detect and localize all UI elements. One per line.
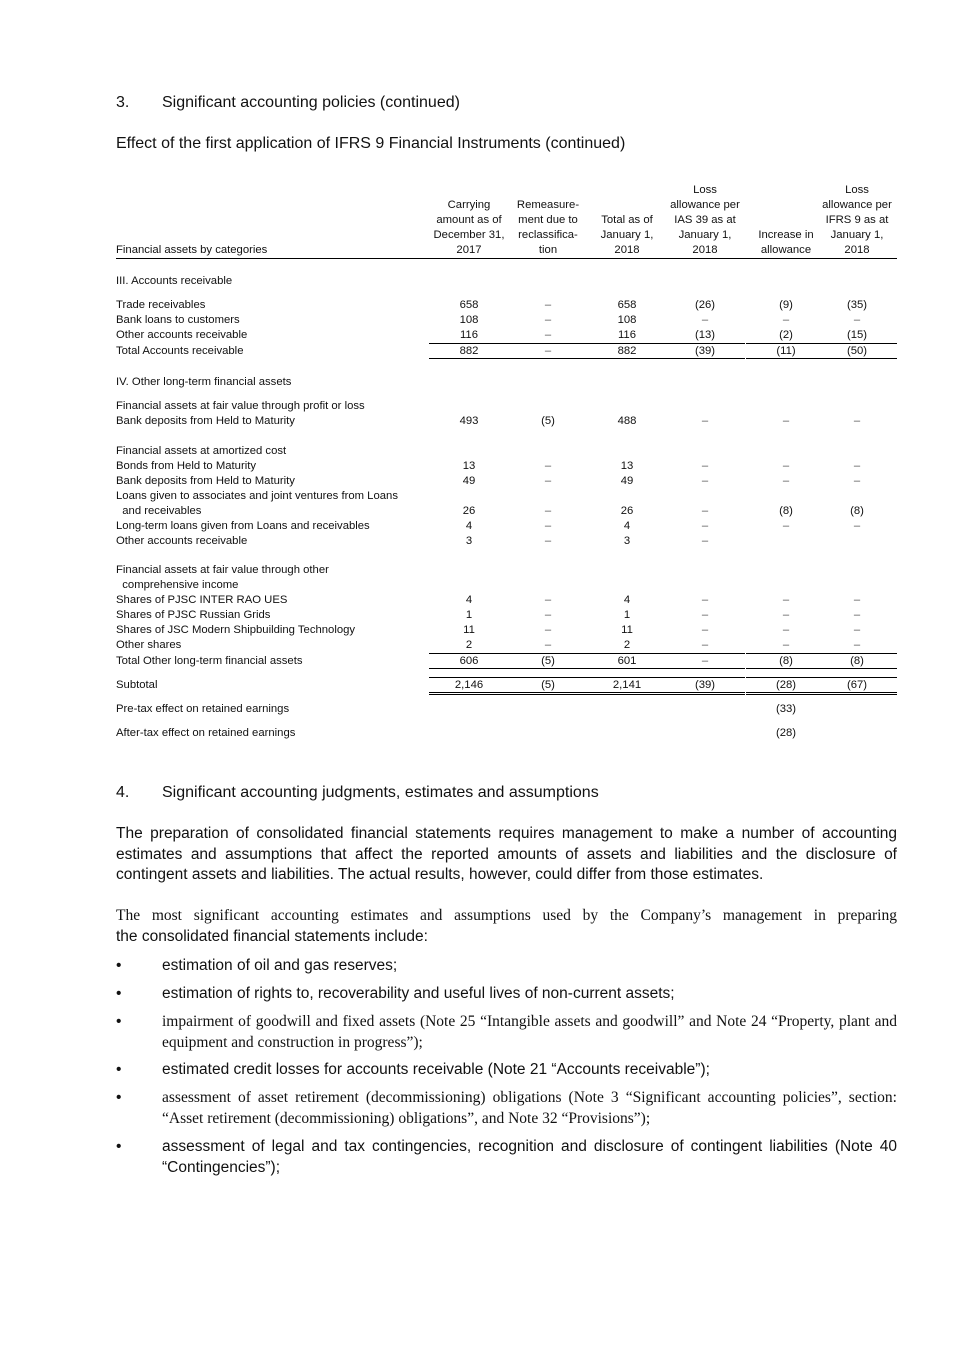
total-rule: [817, 653, 897, 654]
table-cell: 2: [465, 639, 473, 651]
total-rule: [429, 358, 509, 359]
table-cell: (35): [846, 299, 868, 311]
table-cell: 3: [623, 535, 631, 547]
total-rule: [665, 358, 745, 359]
total-rule: [665, 668, 745, 669]
total-rule: [817, 358, 897, 359]
table-cell: 49: [462, 475, 476, 487]
row-label: Shares of PJSC Russian Grids: [116, 609, 271, 621]
table-cell: –: [544, 345, 552, 357]
table-cell: (8): [850, 505, 864, 517]
table-cell: –: [544, 299, 552, 311]
total-rule: [746, 653, 826, 654]
table-cell: 26: [620, 505, 634, 517]
table-cell: 4: [465, 594, 473, 606]
table-cell: (28): [775, 679, 797, 691]
total-rule: [587, 668, 667, 669]
table-cell: –: [701, 639, 709, 651]
section-number: 4.: [116, 784, 130, 801]
table-cell: –: [544, 535, 552, 547]
row-label: Bank loans to customers: [116, 314, 240, 326]
table-cell: (8): [779, 505, 793, 517]
table-cell: 49: [620, 475, 634, 487]
table-cell: 4: [465, 520, 473, 532]
table-cell: –: [544, 329, 552, 341]
table-cell: (8): [779, 655, 793, 667]
table-cell: –: [782, 460, 790, 472]
total-rule: [429, 668, 509, 669]
table-cell: –: [782, 520, 790, 532]
section-title: Significant accounting policies (continued): [162, 94, 460, 111]
table-cell: –: [701, 535, 709, 547]
table-cell: (39): [694, 679, 716, 691]
table-cell: –: [701, 505, 709, 517]
bullet-item: [116, 984, 897, 1004]
bullet-item: [116, 1088, 897, 1130]
row-label: comprehensive income: [116, 579, 239, 591]
total-rule: [665, 343, 745, 344]
row-label: Subtotal: [116, 679, 158, 691]
row-label: Other accounts receivable: [116, 329, 248, 341]
table-cell: –: [701, 475, 709, 487]
table-cell: –: [701, 609, 709, 621]
row-label: Bonds from Held to Maturity: [116, 460, 257, 472]
table-cell: 2,141: [612, 679, 642, 691]
table-cell: (8): [850, 655, 864, 667]
table-cell: –: [544, 475, 552, 487]
table-cell: 658: [459, 299, 479, 311]
bullet-icon: •: [116, 1013, 122, 1030]
table-cell: (50): [846, 345, 868, 357]
section-number: 3.: [116, 94, 130, 111]
row-label: Financial assets at fair value through other: [116, 564, 329, 576]
table-cell: 882: [459, 345, 479, 357]
total-rule: [508, 692, 588, 695]
total-rule: [508, 668, 588, 669]
table-cell: –: [782, 415, 790, 427]
row-label: After-tax effect on retained earnings: [116, 727, 296, 739]
table-cell: (5): [541, 415, 555, 427]
table-cell: 26: [462, 505, 476, 517]
total-rule: [508, 677, 588, 678]
table-cell: 488: [617, 415, 637, 427]
total-rule: [817, 677, 897, 678]
column-header: Carrying amount as of December 31, 2017: [433, 199, 505, 256]
row-label: Pre-tax effect on retained earnings: [116, 703, 290, 715]
bullet-icon: •: [116, 1061, 122, 1078]
table-cell: –: [853, 520, 861, 532]
total-rule: [429, 343, 509, 344]
total-rule: [746, 358, 826, 359]
table-cell: (9): [779, 299, 793, 311]
paragraph-line: the consolidated financial statements include:: [116, 927, 428, 945]
total-rule: [508, 343, 588, 344]
header-rule: [116, 258, 897, 259]
table-cell: –: [853, 475, 861, 487]
total-rule: [429, 677, 509, 678]
section-heading: [116, 784, 897, 804]
table-cell: 13: [462, 460, 476, 472]
total-rule: [665, 677, 745, 678]
column-header: Remeasure- ment due to reclassifica- tion: [516, 199, 580, 256]
total-rule: [746, 677, 826, 678]
table-cell: 116: [459, 329, 478, 341]
total-rule: [746, 668, 826, 669]
bullet-icon: •: [116, 1089, 122, 1106]
table-cell: (26): [694, 299, 716, 311]
table-cell: –: [701, 624, 709, 636]
table-cell: (28): [775, 727, 797, 739]
table-cell: –: [544, 639, 552, 651]
bullet-item: [116, 1012, 897, 1054]
table-cell: –: [544, 624, 552, 636]
table-cell: –: [544, 505, 552, 517]
section-title: Significant accounting judgments, estimates and assumptions: [162, 784, 599, 801]
row-label: Bank deposits from Held to Maturity: [116, 475, 295, 487]
bullet-text: estimation of rights to, recoverability and useful lives of non-current assets;: [162, 985, 675, 1002]
table-cell: 606: [459, 655, 479, 667]
row-label: Loans given to associates and joint ventures from Loans: [116, 490, 398, 502]
table-cell: 882: [617, 345, 637, 357]
row-label: Trade receivables: [116, 299, 206, 311]
table-cell: –: [544, 609, 552, 621]
table-cell: (5): [541, 679, 555, 691]
table-cell: (67): [846, 679, 868, 691]
row-label: Bank deposits from Held to Maturity: [116, 415, 295, 427]
table-cell: (39): [694, 345, 716, 357]
row-label: Other accounts receivable: [116, 535, 248, 547]
table-cell: 601: [617, 655, 637, 667]
table-cell: –: [853, 609, 861, 621]
total-rule: [817, 668, 897, 669]
table-cell: –: [782, 639, 790, 651]
bullet-item: [116, 1137, 897, 1179]
table-cell: 1: [465, 609, 473, 621]
table-cell: 658: [617, 299, 637, 311]
total-rule: [817, 692, 897, 695]
table-cell: 2: [623, 639, 631, 651]
total-rule: [587, 692, 667, 695]
row-label: Long-term loans given from Loans and receivables: [116, 520, 370, 532]
row-label: and receivables: [116, 505, 202, 517]
table-cell: 4: [623, 594, 631, 606]
total-rule: [665, 692, 745, 695]
bullet-text: estimated credit losses for accounts receivable (Note 21 “Accounts receivable”);: [162, 1061, 710, 1078]
table-cell: –: [782, 475, 790, 487]
table-cell: –: [853, 594, 861, 606]
table-cell: 108: [459, 314, 479, 326]
row-label: III. Accounts receivable: [116, 275, 233, 287]
table-cell: (11): [776, 345, 796, 357]
column-header: Total as of January 1, 2018: [600, 214, 654, 256]
total-rule: [665, 653, 745, 654]
column-header: Increase in allowance: [758, 229, 814, 256]
table-cell: –: [544, 520, 552, 532]
table-cell: –: [853, 624, 861, 636]
total-rule: [746, 692, 826, 695]
total-rule: [746, 343, 826, 344]
table-cell: 108: [617, 314, 637, 326]
table-cell: –: [544, 314, 552, 326]
column-header: Loss allowance per IAS 39 as at January 1, 2018: [670, 184, 740, 256]
bullet-text: impairment of goodwill and fixed assets (Note 25 “Intangible assets and goodwill” and Note 24 “Property, plant and equipment and construction in progress”);: [162, 1013, 897, 1051]
table-cell: 1: [623, 609, 631, 621]
table-cell: –: [544, 460, 552, 472]
row-label: Total Accounts receivable: [116, 345, 244, 357]
table-cell: –: [701, 415, 709, 427]
paragraph: The preparation of consolidated financial statements requires management to make a number of accounting estimates and assumptions that affect the reported amounts of assets and liabilities and the disclosure of contingent assets and liabilities. The actual results, however, could differ from those estimates.: [116, 825, 897, 883]
table-cell: –: [544, 594, 552, 606]
table-cell: 11: [463, 624, 475, 636]
table-cell: 493: [459, 415, 479, 427]
row-label: Total Other long-term financial assets: [116, 655, 303, 667]
table-cell: (15): [846, 329, 868, 341]
table-cell: –: [701, 520, 709, 532]
table-cell: –: [853, 314, 861, 326]
bullet-icon: •: [116, 1138, 122, 1155]
bullet-item: [116, 956, 897, 976]
table-cell: (5): [541, 655, 555, 667]
table-cell: –: [701, 460, 709, 472]
table-cell: –: [782, 314, 790, 326]
column-header: Loss allowance per IFRS 9 as at January 1, 2018: [822, 184, 892, 256]
row-label: Shares of PJSC INTER RAO UES: [116, 594, 288, 606]
table-cell: (2): [779, 329, 793, 341]
bullet-item: [116, 1060, 897, 1080]
table-cell: –: [853, 639, 861, 651]
row-header: Financial assets by categories: [116, 244, 268, 256]
table-cell: 116: [617, 329, 636, 341]
bullet-icon: •: [116, 985, 122, 1002]
bullet-text: assessment of legal and tax contingencies, recognition and disclosure of contingent liabilities (Note 40 “Contingencies”);: [162, 1138, 897, 1176]
table-cell: 11: [621, 624, 633, 636]
table-cell: (13): [694, 329, 716, 341]
row-label: Financial assets at amortized cost: [116, 445, 287, 457]
total-rule: [429, 692, 509, 695]
table-cell: –: [782, 624, 790, 636]
total-rule: [587, 343, 667, 344]
row-label: IV. Other long-term financial assets: [116, 376, 292, 388]
table-cell: 2,146: [454, 679, 484, 691]
table-cell: –: [853, 460, 861, 472]
table-cell: (33): [775, 703, 797, 715]
paragraph-line: The most significant accounting estimates and assumptions used by the Company’s management in preparing: [116, 907, 897, 924]
paragraph: [116, 906, 897, 947]
total-rule: [508, 358, 588, 359]
subheading: Effect of the first application of IFRS 9 Financial Instruments (continued): [116, 135, 626, 152]
table-cell: –: [701, 314, 709, 326]
table-cell: 3: [465, 535, 473, 547]
table-cell: –: [853, 415, 861, 427]
bullet-icon: •: [116, 957, 122, 974]
row-label: Financial assets at fair value through profit or loss: [116, 400, 365, 412]
section-heading: [116, 94, 897, 114]
total-rule: [817, 343, 897, 344]
row-label: Shares of JSC Modern Shipbuilding Technology: [116, 624, 356, 636]
total-rule: [508, 653, 588, 654]
bullet-text: estimation of oil and gas reserves;: [162, 957, 398, 974]
total-rule: [587, 358, 667, 359]
total-rule: [587, 653, 667, 654]
table-cell: –: [701, 594, 709, 606]
total-rule: [587, 677, 667, 678]
total-rule: [429, 653, 509, 654]
table-cell: 4: [623, 520, 631, 532]
table-cell: –: [782, 594, 790, 606]
table-cell: 13: [620, 460, 634, 472]
table-cell: –: [782, 609, 790, 621]
row-label: Other shares: [116, 639, 182, 651]
table-cell: –: [701, 655, 709, 667]
bullet-text: assessment of asset retirement (decommissioning) obligations (Note 3 “Significant accounting policies”, section: “Asset retirement (decommissioning) obligations”, and Note 32 “Provisions”);: [162, 1089, 897, 1127]
